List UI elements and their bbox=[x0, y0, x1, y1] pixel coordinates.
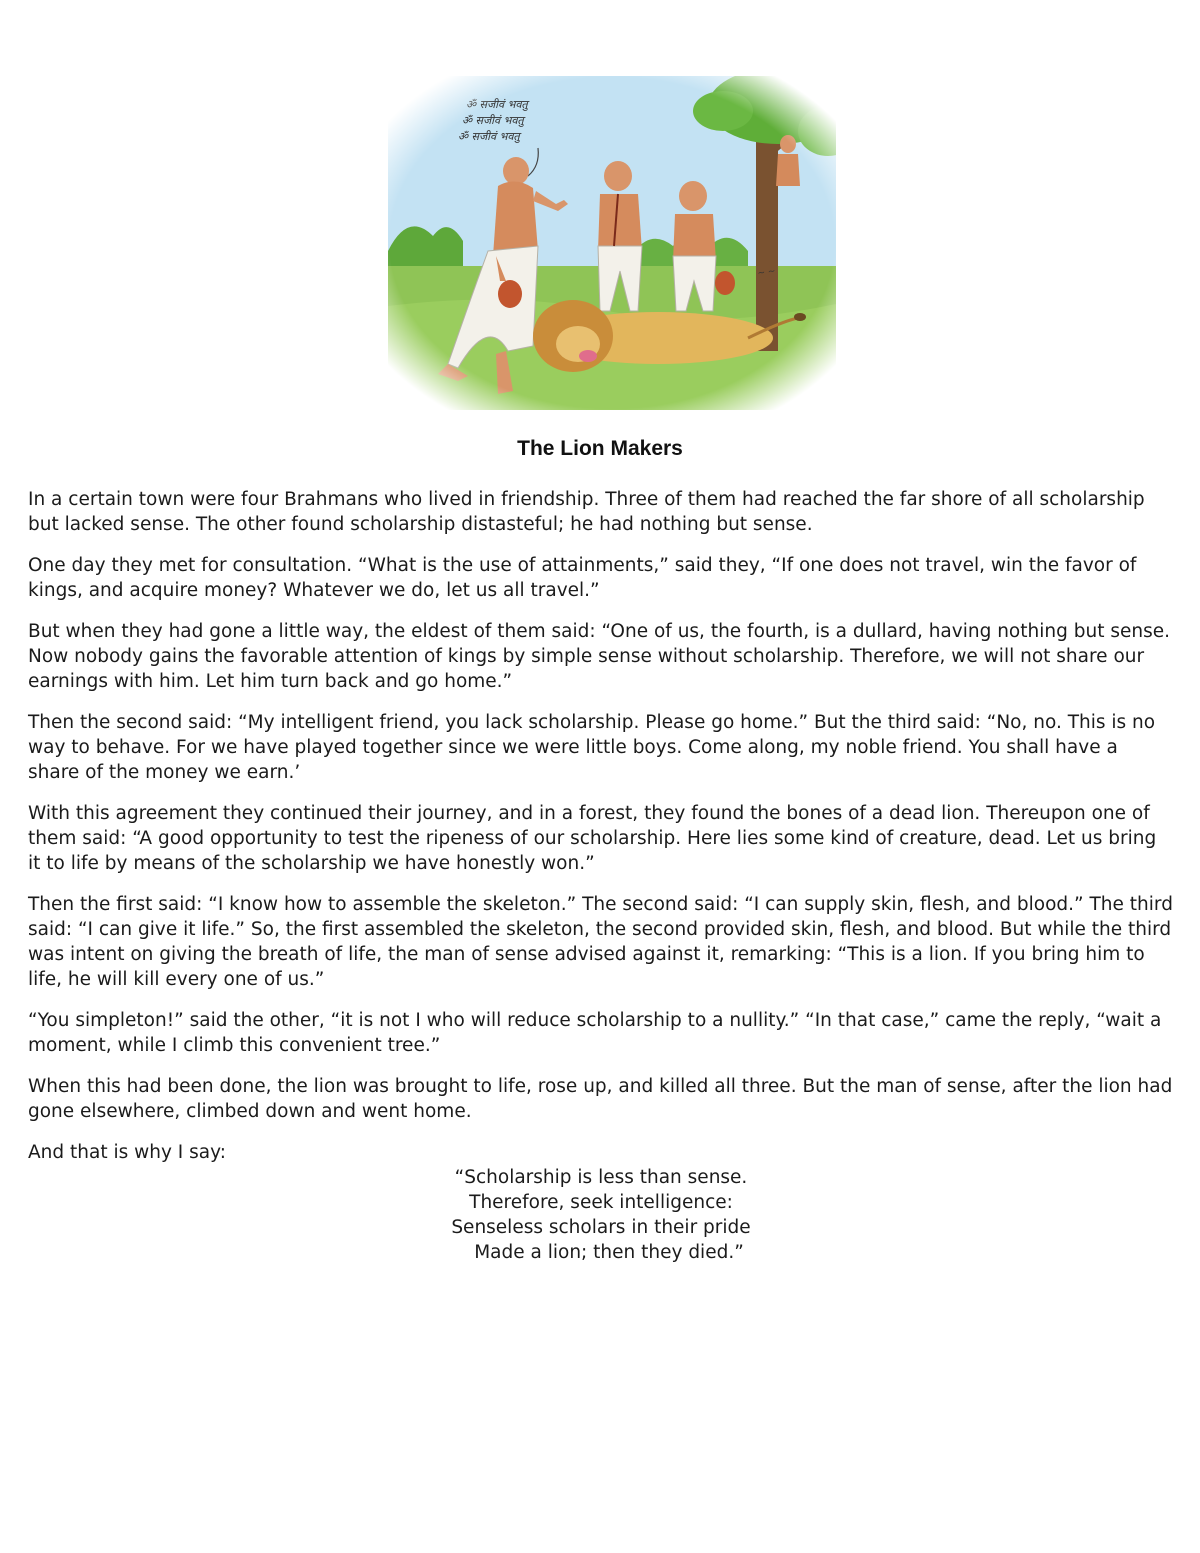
story-title: The Lion Makers bbox=[517, 437, 683, 460]
paragraph: Then the first said: “I know how to assemble the skeleton.” The second said: “I can supply skin, flesh, and blood.” The third said: “I can give it life.” So, the first assembled the skeleton, the second provided skin, flesh, and blood. But while the third was intent on giving the breath of life, the man of sense advised against it, remarking: “This is a lion. If you bring him to life, he will kill every one of us.” bbox=[28, 894, 1173, 990]
paragraph: With this agreement they continued their journey, and in a forest, they found the bones of a dead lion. Thereupon one of them said: “A good opportunity to test the ripeness of our scholarship. Here lies some kind of creature, dead. Let us bring it to life by means of the scholarship we have honestly won.” bbox=[28, 803, 1157, 874]
paragraph: Then the second said: “My intelligent friend, you lack scholarship. Please go home.” But the third said: “No, no. This is no way to behave. For we have played together since we were little boys. Come along, my noble friend. You shall have a share of the money we earn.’ bbox=[28, 712, 1156, 783]
paragraph: One day they met for consultation. “What is the use of attainments,” said they, “If one does not travel, win the favor of kings, and acquire money? Whatever we do, let us all travel.” bbox=[28, 555, 1137, 601]
paragraph: “You simpleton!” said the other, “it is not I who will reduce scholarship to a nullity.” “In that case,” came the reply, “wait a moment, while I climb this convenient tree.” bbox=[28, 1010, 1162, 1056]
verse-line: Senseless scholars in their pride bbox=[451, 1217, 751, 1238]
closing-line: And that is why I say: bbox=[28, 1142, 226, 1163]
lion-makers-illustration bbox=[388, 76, 836, 410]
paragraph: In a certain town were four Brahmans who lived in friendship. Three of them had reached the far shore of all scholarship but lacked sense. The other found scholarship distasteful; he had nothing but sense. bbox=[28, 489, 1145, 535]
verse-line: Therefore, seek intelligence: bbox=[469, 1192, 733, 1213]
story-body bbox=[28, 487, 1174, 1265]
closing-verse bbox=[28, 1165, 1174, 1265]
paragraph: When this had been done, the lion was brought to life, rose up, and killed all three. But the man of sense, after the lion had gone elsewhere, climbed down and went home. bbox=[28, 1076, 1173, 1122]
paragraph: But when they had gone a little way, the eldest of them said: “One of us, the fourth, is a dullard, having nothing but sense. Now nobody gains the favorable attention of kings by simple sense without scholarship. Therefore, we will not share our earnings with him. Let him turn back and go home.” bbox=[28, 621, 1170, 692]
verse-line: “Scholarship is less than sense. bbox=[454, 1167, 748, 1188]
verse-line: Made a lion; then they died.” bbox=[474, 1242, 744, 1263]
